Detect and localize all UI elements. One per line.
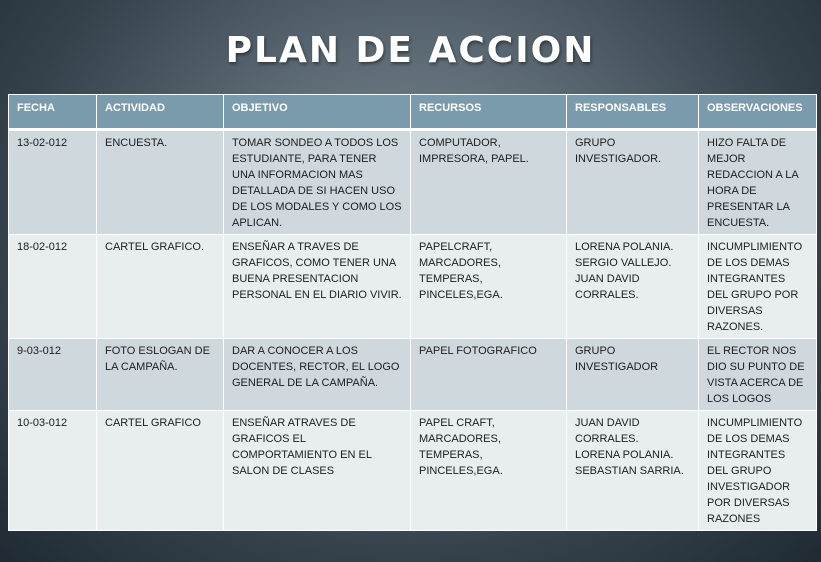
cell-fecha: 13-02-012 <box>9 130 97 235</box>
cell-recursos: PAPELCRAFT, MARCADORES, TEMPERAS, PINCELES,EGA. <box>411 235 567 339</box>
header-objetivo: OBJETIVO <box>224 95 411 130</box>
responsable-name: SEBASTIAN SARRIA. <box>575 465 684 477</box>
cell-fecha: 10-03-012 <box>9 411 97 531</box>
header-actividad: ACTIVIDAD <box>97 95 224 130</box>
cell-recursos: PAPEL CRAFT, MARCADORES, TEMPERAS, PINCELES,EGA. <box>411 411 567 531</box>
cell-recursos: COMPUTADOR, IMPRESORA, PAPEL. <box>411 130 567 235</box>
responsable-name: JUAN DAVID CORRALES. <box>575 273 640 301</box>
responsable-name: JUAN DAVID CORRALES. <box>575 417 640 445</box>
table-row <box>9 411 817 531</box>
cell-responsables <box>567 411 699 531</box>
cell-fecha: 18-02-012 <box>9 235 97 339</box>
action-plan-table <box>8 94 817 531</box>
header-recursos: RECURSOS <box>411 95 567 130</box>
cell-observaciones: HIZO FALTA DE MEJOR REDACCION A LA HORA DE PRESENTAR LA ENCUESTA. <box>699 130 817 235</box>
responsable-name: SERGIO VALLEJO. <box>575 257 672 269</box>
responsable-name: LORENA POLANIA. <box>575 241 674 253</box>
responsable-name: LORENA POLANIA. <box>575 449 674 461</box>
cell-recursos: PAPEL FOTOGRAFICO <box>411 339 567 411</box>
cell-responsables: GRUPO INVESTIGADOR <box>567 339 699 411</box>
table-row <box>9 235 817 339</box>
header-responsables: RESPONSABLES <box>567 95 699 130</box>
header-observaciones: OBSERVACIONES <box>699 95 817 130</box>
table-header-row <box>9 95 817 130</box>
cell-objetivo: ENSEÑAR ATRAVES DE GRAFICOS EL COMPORTAMIENTO EN EL SALON DE CLASES <box>224 411 411 531</box>
cell-objetivo: TOMAR SONDEO A TODOS LOS ESTUDIANTE, PARA TENER UNA INFORMACION MAS DETALLADA DE SI HACEN USO DE LOS MODALES Y COMO LOS APLICAN. <box>224 130 411 235</box>
cell-observaciones: INCUMPLIMIENTO DE LOS DEMAS INTEGRANTES DEL GRUPO INVESTIGADOR POR DIVERSAS RAZONES <box>699 411 817 531</box>
cell-fecha: 9-03-012 <box>9 339 97 411</box>
cell-responsables <box>567 235 699 339</box>
cell-observaciones: EL RECTOR NOS DIO SU PUNTO DE VISTA ACERCA DE LOS LOGOS <box>699 339 817 411</box>
cell-actividad: ENCUESTA. <box>97 130 224 235</box>
cell-objetivo: ENSEÑAR A TRAVES DE GRAFICOS, COMO TENER UNA BUENA PRESENTACION PERSONAL EN EL DIARIO VIVIR. <box>224 235 411 339</box>
cell-observaciones: INCUMPLIMIENTO DE LOS DEMAS INTEGRANTES DEL GRUPO POR DIVERSAS RAZONES. <box>699 235 817 339</box>
cell-actividad: CARTEL GRAFICO. <box>97 235 224 339</box>
cell-responsables: GRUPO INVESTIGADOR. <box>567 130 699 235</box>
header-fecha: FECHA <box>9 95 97 130</box>
cell-actividad: CARTEL GRAFICO <box>97 411 224 531</box>
table-row <box>9 339 817 411</box>
cell-actividad: FOTO ESLOGAN DE LA CAMPAÑA. <box>97 339 224 411</box>
page-title: PLAN DE ACCION <box>225 30 596 71</box>
cell-objetivo: DAR A CONOCER A LOS DOCENTES, RECTOR, EL LOGO GENERAL DE LA CAMPAÑA. <box>224 339 411 411</box>
table-row <box>9 130 817 235</box>
